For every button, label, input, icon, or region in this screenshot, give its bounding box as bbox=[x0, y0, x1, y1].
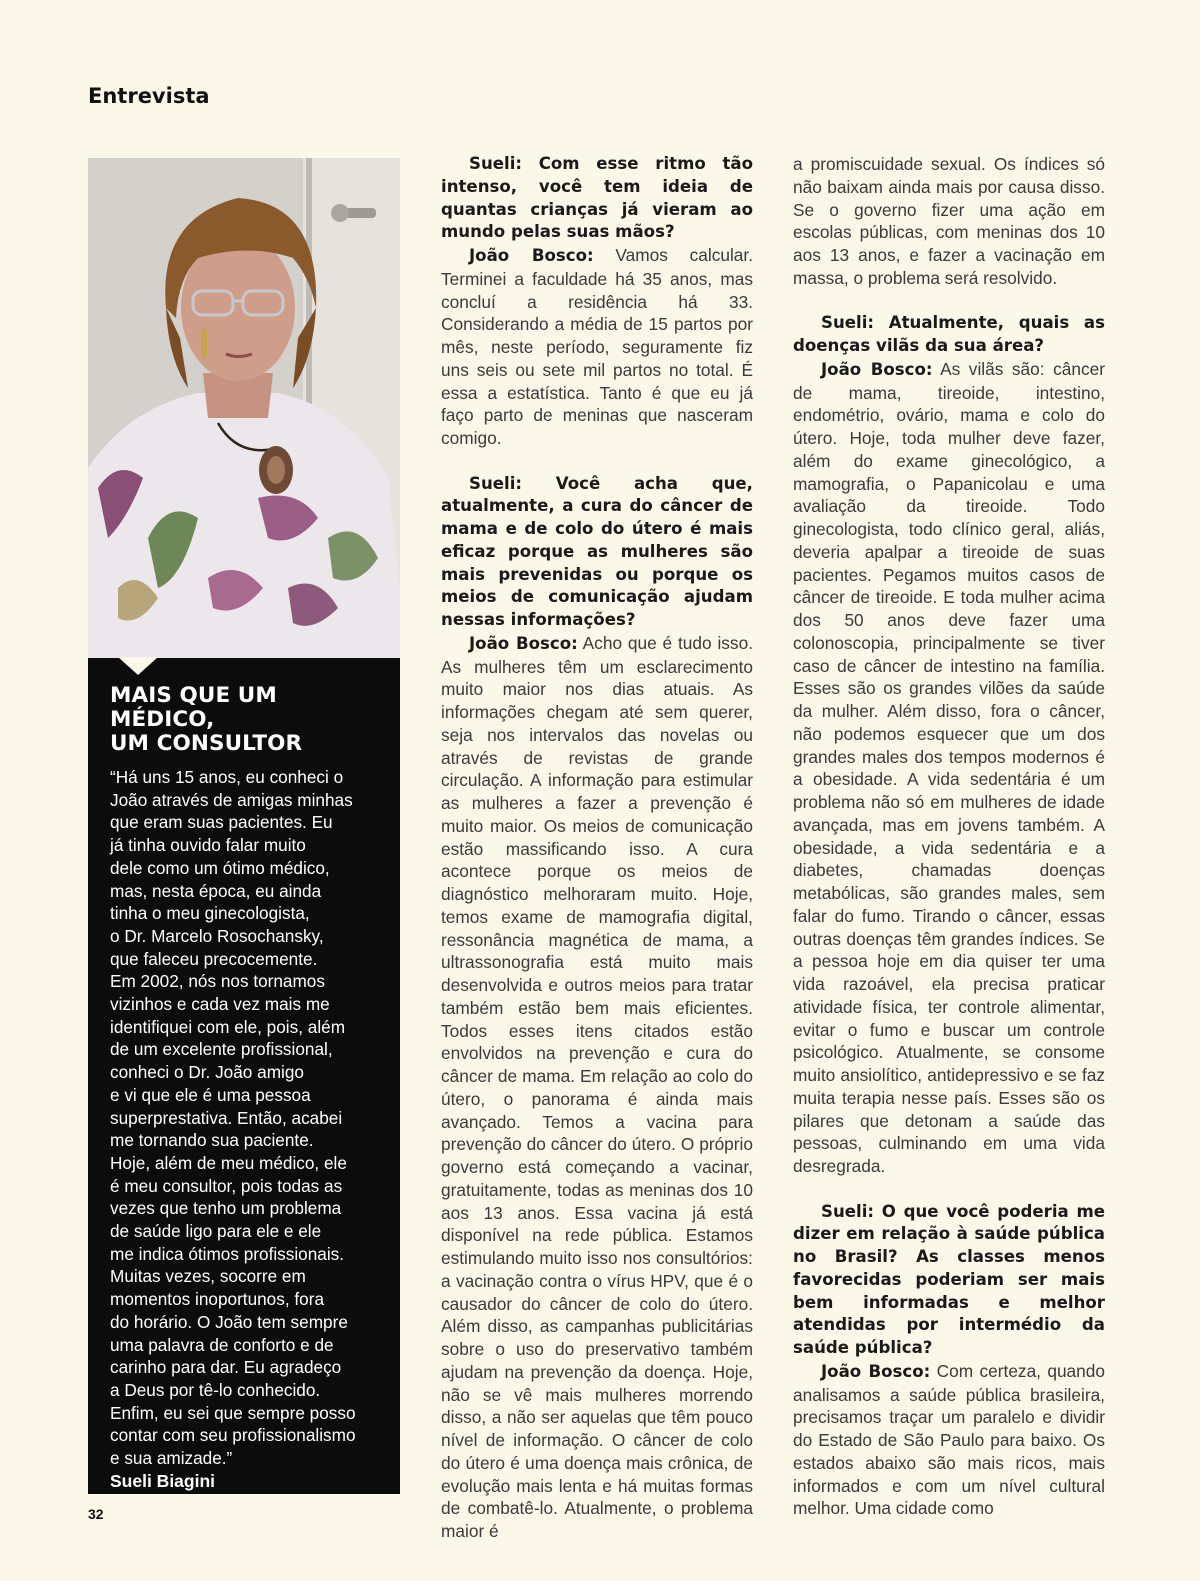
paragraph-gap bbox=[793, 1178, 1105, 1201]
quote-line: o Dr. Marcelo Rosochansky, bbox=[110, 925, 324, 946]
quote-line: que faleceu precocemente. bbox=[110, 948, 318, 969]
quote-line: que eram suas pacientes. Eu bbox=[110, 812, 333, 833]
answer-text: As vilãs são: câncer de mama, tireoide, intestino, endométrio, ovário, mama e colo do útero. Hoje, toda mulher deve fazer, além do exame ginecológico, a mamografia, o Papanicolau e uma avaliação da tireoide. Todo ginecologista, todo clínico geral, aliás, deveria apalpar a tireoide de suas pacientes. Pegamos muitos casos de câncer de tireoide. E toda mulher acima dos 50 anos deve fazer uma colonoscopia, principalmente se tiver caso de câncer de intestino na família. Esses são os grandes vilões da saúde da mulher. Além disso, fora o câncer, não podemos esquecer que um dos grandes males dos tempos modernos é a obesidade. A vida sedentária é um problema não só em mulheres de idade avançada, mas em jovens também. A obesidade, a vida sedentária e a diabetes, chamadas doenças metabólicas, são grandes males, sem falar do fumo. Tirando o câncer, essas outras doenças têm grandes índices. Se a pessoa hoje em dia quiser ter uma vida razoável, ela precisa praticar atividade física, ter controle alimentar, evitar o fumo e buscar um controle psicológico. Atualmente, se consome muito ansiolítico, antidepressivo e se faz muita terapia nesse país. Esses são os pilares que detonam a saúde das pessoas, culminando em uma vida desregrada. bbox=[793, 358, 1105, 1176]
quote-line: é meu consultor, pois todas as bbox=[110, 1175, 343, 1196]
answer-speaker: João Bosco: bbox=[821, 359, 933, 379]
quote-line: vizinhos e cada vez mais me bbox=[110, 994, 330, 1015]
quote-line: superprestativa. Então, acabei bbox=[110, 1107, 343, 1128]
section-label: Entrevista bbox=[88, 84, 210, 108]
answer-text: Com certeza, quando analisamos a saúde pública brasileira, precisamos traçar um paralelo e dividir do Estado de São Paulo para baixo. Os estados abaixo são mais ricos, mais informados e com um nível cultural melhor. Uma cidade como bbox=[793, 1360, 1106, 1519]
quote-line: Hoje, além de meu médico, ele bbox=[110, 1152, 347, 1173]
interviewee-photo bbox=[88, 158, 400, 658]
quote-line: mas, nesta época, eu ainda bbox=[110, 880, 322, 901]
article-column-1 bbox=[441, 153, 753, 1543]
quote-line: Em 2002, nós nos tornamos bbox=[110, 971, 325, 992]
quote-line: Enfim, eu sei que sempre posso bbox=[110, 1402, 356, 1423]
quote-line: me indica ótimos profissionais. bbox=[110, 1243, 345, 1264]
interview-question: Sueli: O que você poderia me dizer em relação à saúde pública no Brasil? As classes menos favorecidas poderiam ser mais bem informadas e melhor atendidas por intermédio da saúde pública? bbox=[793, 1201, 1105, 1357]
interview-answer bbox=[793, 358, 1105, 1178]
quote-line: vezes que tenho um problema bbox=[110, 1198, 342, 1219]
interview-answer bbox=[441, 632, 753, 1543]
quote-line: e vi que ele é uma pessoa bbox=[110, 1084, 311, 1105]
answer-continuation: a promiscuidade sexual. Os índices só não baixam ainda mais por causa disso. Se o governo fizer uma ação em escolas públicas, com meninas dos 10 aos 13 anos, e fazer a vacinação em massa, o problema será resolvido. bbox=[793, 154, 1105, 288]
quote-line: momentos inoportunos, fora bbox=[110, 1289, 325, 1310]
interview-answer bbox=[793, 1360, 1105, 1520]
quote-line: Muitas vezes, socorre em bbox=[110, 1266, 306, 1287]
sidebar-title-line: MAIS QUE UM MÉDICO, bbox=[110, 683, 277, 732]
interview-answer bbox=[441, 244, 753, 450]
answer-text: Acho que é tudo isso. As mulheres têm um esclarecimento muito maior nos dias atuais. As informações chegam até sem querer, seja nos intervalos das novelas ou através de revistas de grande circulação. A informação para estimular as mulheres a fazer a prevenção é muito maior. Os meios de comunicação estão massificando isso. A cura acontece porque os meios de diagnóstico melhoraram muito. Hoje, temos exame de mamografia digital, ressonância magnética de mama, a ultrassonografia está muito mais desenvolvida e outros meios para tratar também estão bem mais eficientes. Todos esses itens citados estão envolvidos na prevenção e cura do câncer de mama. Em relação ao colo do útero, o panorama é ainda mais avançado. Temos a vacina para prevenção do câncer do útero. O próprio governo está começando a vacinar, gratuitamente, todas as meninas dos 10 aos 13 anos. Essa vacina já está disponível na rede pública. Estamos estimulando muito isso nos consultórios: a vacinação contra o vírus HPV, que é o causador do câncer de colo do útero. Além disso, as campanhas publicitárias sobre o uso do preservativo também ajudam na prevenção da doença. Hoje, não se vê mais mulheres morrendo disso, a não ser aquelas que têm pouco nível de informação. O câncer de colo do útero é uma doença mais crônica, de evolução mais lenta e há muitas formas de combatê-lo. Atualmente, o problema maior é bbox=[441, 632, 753, 1541]
quote-line: “Há uns 15 anos, eu conheci o bbox=[110, 767, 344, 787]
quote-line: do horário. O João tem sempre bbox=[110, 1311, 348, 1332]
quote-line: dele como um ótimo médico, bbox=[110, 857, 330, 878]
interview-question: Sueli: Com esse ritmo tão intenso, você tem ideia de quantas crianças já vieram ao mundo pelas suas mãos? bbox=[441, 154, 753, 242]
answer-speaker: João Bosco: bbox=[821, 1361, 931, 1381]
page-number: 32 bbox=[88, 1506, 104, 1522]
paragraph-gap bbox=[441, 450, 753, 473]
paragraph-gap bbox=[793, 290, 1105, 313]
quote-line: a Deus por tê-lo conhecido. bbox=[110, 1379, 321, 1400]
sidebar-quote bbox=[110, 766, 384, 1470]
sidebar-title bbox=[110, 684, 384, 756]
quote-line: identifiquei com ele, pois, além bbox=[110, 1016, 346, 1037]
sidebar-title-line: UM CONSULTOR bbox=[110, 731, 303, 756]
article-column-2 bbox=[793, 153, 1105, 1520]
quote-line: de um excelente profissional, bbox=[110, 1039, 333, 1060]
interview-question: Sueli: Atualmente, quais as doenças vilãs da sua área? bbox=[793, 313, 1105, 355]
quote-line: João através de amigas minhas bbox=[110, 789, 353, 810]
quote-line: já tinha ouvido falar muito bbox=[110, 835, 306, 856]
quote-line: tinha o meu ginecologista, bbox=[110, 903, 310, 924]
quote-line: de saúde ligo para ele e ele bbox=[110, 1221, 322, 1242]
answer-text: Vamos calcular. Terminei a faculdade há 35 anos, mas concluí a residência há 33. Considerando a média de 15 partos por mês, neste período, seguramente fiz uns seis ou sete mil partos no total. É essa a estatística. Tanto é que eu já faço parto de meninas que nasceram comigo. bbox=[441, 245, 754, 448]
quote-line: carinho para dar. Eu agradeço bbox=[110, 1357, 342, 1378]
quote-line: uma palavra de conforto e de bbox=[110, 1334, 334, 1355]
answer-speaker: João Bosco: bbox=[469, 246, 594, 265]
quote-author: Sueli Biagini bbox=[110, 1470, 216, 1491]
quote-line: contar com seu profissionalismo bbox=[110, 1425, 356, 1446]
quote-line: e sua amizade.” bbox=[110, 1448, 233, 1469]
sidebar-quote-box bbox=[88, 658, 400, 1494]
answer-speaker: João Bosco: bbox=[469, 633, 578, 653]
sidebar-notch bbox=[118, 657, 158, 675]
interview-question: Sueli: Você acha que, atualmente, a cura do câncer de mama e de colo do útero é mais eficaz porque as mulheres são mais prevenidas ou porque os meios de comunicação ajudam nessas informações? bbox=[441, 473, 753, 629]
quote-line: conheci o Dr. João amigo bbox=[110, 1062, 304, 1083]
portrait-illustration bbox=[88, 158, 400, 658]
quote-line: me tornando sua paciente. bbox=[110, 1130, 314, 1151]
